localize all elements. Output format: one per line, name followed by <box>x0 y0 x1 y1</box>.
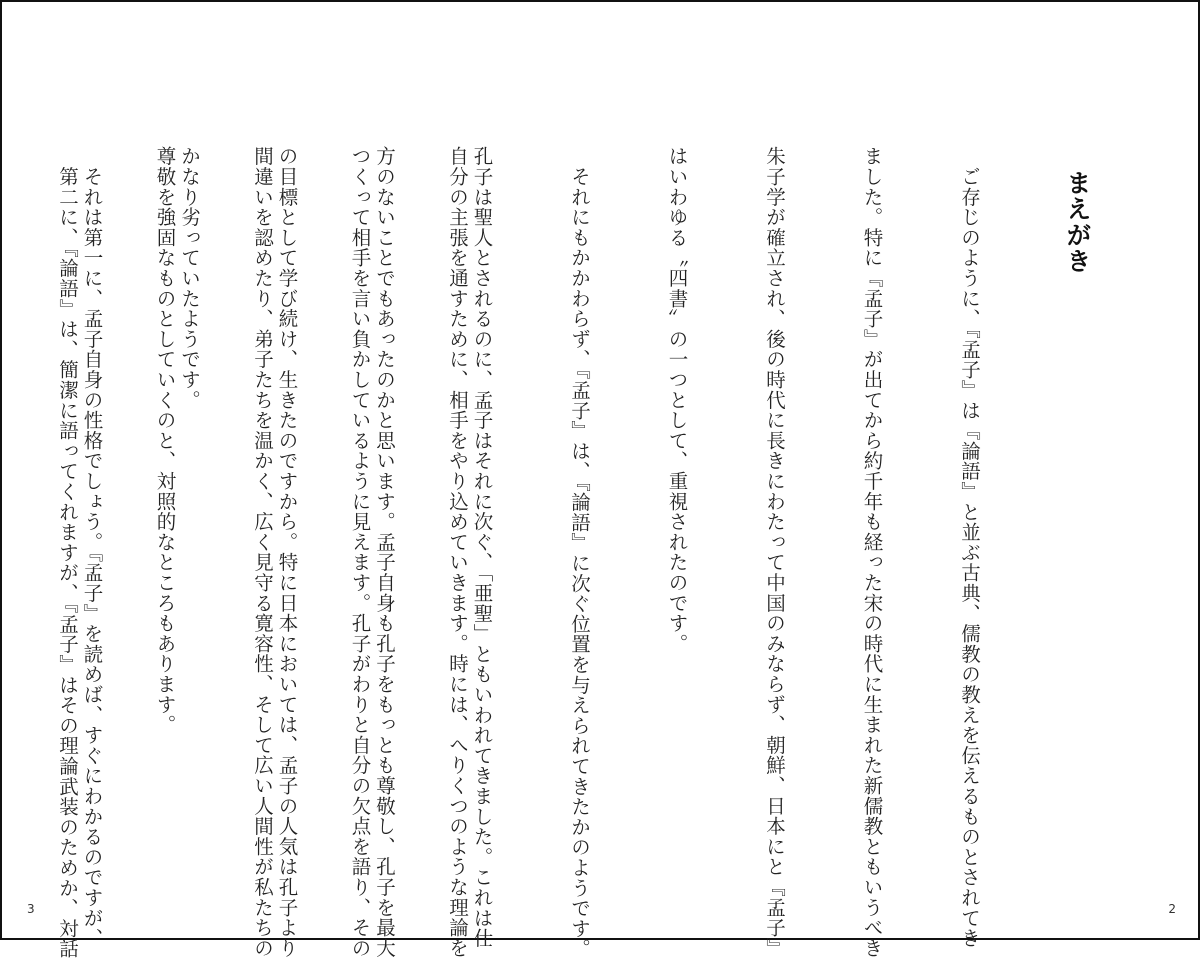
text-line: 方のないことでもあったのかと思います。孟子自身も孔子をもっとも尊敬し、孔子を最大 <box>373 146 396 958</box>
text-line: の目標として学び続け、生きたのですから。特に日本においては、孟子の人気は孔子より <box>275 146 299 958</box>
text-line: ご存じのように、『孟子』は『論語』と並ぶ古典、儒教の教えを伝えるものとされてき <box>958 146 981 949</box>
left-page <box>2 2 602 959</box>
page-number-left: 3 <box>27 902 35 916</box>
text-line: 孔子は聖人とされるのに、孟子はそれに次ぐ、「亜聖」ともいわれてきました。これは仕 <box>470 146 494 949</box>
text-line: 第二に、『論語』は、簡潔に語ってくれますが、『孟子』はその理論武装のためか、対話 <box>56 146 79 959</box>
text-line: それにもかかわらず、『孟子』は、『論語』に次ぐ位置を与えられてきたかのようです。 <box>568 146 591 959</box>
text-line: つくって相手を言い負かしているように見えます。孔子がわりと自分の欠点を語り、その <box>348 146 372 958</box>
text-line: 自分の主張を通すために、相手をやり込めていきます。時には、へりくつのような理論を <box>446 146 469 958</box>
left-page-body <box>0 146 538 959</box>
chapter-title: まえがき <box>1063 170 1092 274</box>
page-number-right: 2 <box>1168 902 1176 916</box>
text-line: はいわゆる〝四書〟の一つとして、重視されたのです。 <box>665 146 689 654</box>
text-line: 尊敬を強固なものとしていくのと、対照的なところもあります。 <box>153 146 177 735</box>
text-line: それは第一に、孟子自身の性格でしょう。『孟子』を読めば、すぐにわかるのですが、 <box>80 146 104 949</box>
text-line: かなり劣っていたようです。 <box>178 146 201 410</box>
text-line: 朱子学が確立され、後の時代に長きにわたって中国のみならず、朝鮮、日本にと『孟子』 <box>763 146 786 958</box>
text-line: ました。特に『孟子』が出てから約千年も経った宋の時代に生まれた新儒教ともいうべき <box>860 146 884 958</box>
text-line: 間違いを認めたり、弟子たちを温かく、広く見守る寛容性、そして広い人間性が私たちの <box>251 146 274 958</box>
